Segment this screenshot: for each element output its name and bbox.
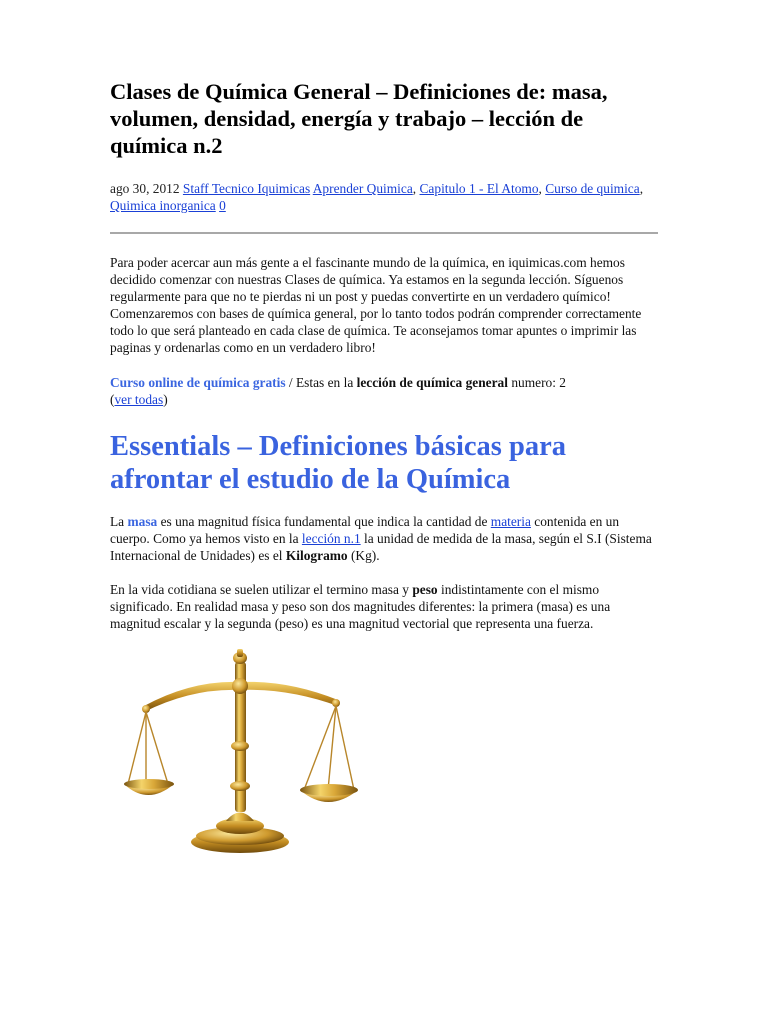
masa-t5: (Kg). <box>347 547 380 563</box>
peso-t2: indistintamente con el mismo significado. En realidad masa y peso son dos magnitudes diferentes: la primera (masa) es una magnitud escalar y la segunda (peso) es una magnitud vectorial que representa una fuerza. <box>110 582 611 632</box>
comments-count-link[interactable]: 0 <box>219 198 226 213</box>
category-link-capitulo[interactable]: Capitulo 1 - El Atomo <box>419 181 539 196</box>
section-heading: Essentials – Definiciones básicas para afrontar el estudio de la Química <box>110 430 567 495</box>
peso-t1: En la vida cotidiana se suelen utilizar el termino masa y <box>110 582 413 598</box>
course-bold: lección de química general <box>356 374 508 390</box>
kilogramo-term: Kilogramo <box>285 547 348 563</box>
page-title: Clases de Química General – Definiciones de: masa, volumen, densidad, energía y trabajo – lección de química n.2 <box>110 79 608 158</box>
author-link[interactable]: Staff Tecnico Iquimicas <box>182 181 311 196</box>
course-link[interactable]: Curso online de química gratis <box>110 374 286 390</box>
divider <box>110 232 658 234</box>
category-link-inorganica[interactable]: Quimica inorganica <box>110 198 216 213</box>
post-date: ago 30, 2012 <box>110 181 180 196</box>
masa-t3: contenida en un cuerpo. Como ya hemos visto en la <box>110 513 620 546</box>
course-text-before: / Estas en la <box>285 374 357 390</box>
masa-paragraph <box>110 513 660 564</box>
masa-t1: La <box>110 513 128 529</box>
peso-paragraph <box>110 581 660 632</box>
post-meta: ago 30, 2012 Staff Tecnico Iquimicas Aprender Quimica, Capitulo 1 - El Atomo, Curso de quimica, Quimica inorganica 0 <box>110 181 644 213</box>
intro-paragraph: Para poder acercar aun más gente a el fascinante mundo de la química, en iquimicas.com hemos decidido comenzar con nuestras Clases de química. Ya estamos en la segunda lección. Síguenos regularmente para que no te pierdas ni un post y puedas convertirte en un verdadero químico! Comenzaremos con bases de química general, por lo tanto todos podrán comprender correctamente todo lo que será planteado en cada clase de química. Te aconsejamos tomar apuntes o imprimir las paginas y ordenarlas como en un verdadero libro! <box>110 255 642 356</box>
peso-term: peso <box>412 582 438 598</box>
course-text-after: numero: 2 <box>507 374 566 390</box>
paren-close: ) <box>163 391 168 407</box>
masa-t2: es una magnitud física fundamental que indica la cantidad de <box>157 513 491 529</box>
materia-link[interactable]: materia <box>490 513 531 529</box>
leccion-link[interactable]: lección n.1 <box>301 530 361 546</box>
masa-t4: la unidad de medida de la masa, según el S.I (Sistema Internacional de Unidades) es el <box>110 530 652 563</box>
category-link-curso[interactable]: Curso de quimica <box>545 181 640 196</box>
see-all-link[interactable]: ver todas <box>114 391 164 407</box>
course-line <box>110 374 660 408</box>
balance-scale-icon <box>122 646 362 861</box>
article <box>110 78 660 861</box>
paren-open: ( <box>110 391 115 407</box>
category-link-aprender[interactable]: Aprender Quimica <box>312 181 413 196</box>
balance-scale-image <box>122 646 362 861</box>
masa-term: masa <box>127 513 158 529</box>
